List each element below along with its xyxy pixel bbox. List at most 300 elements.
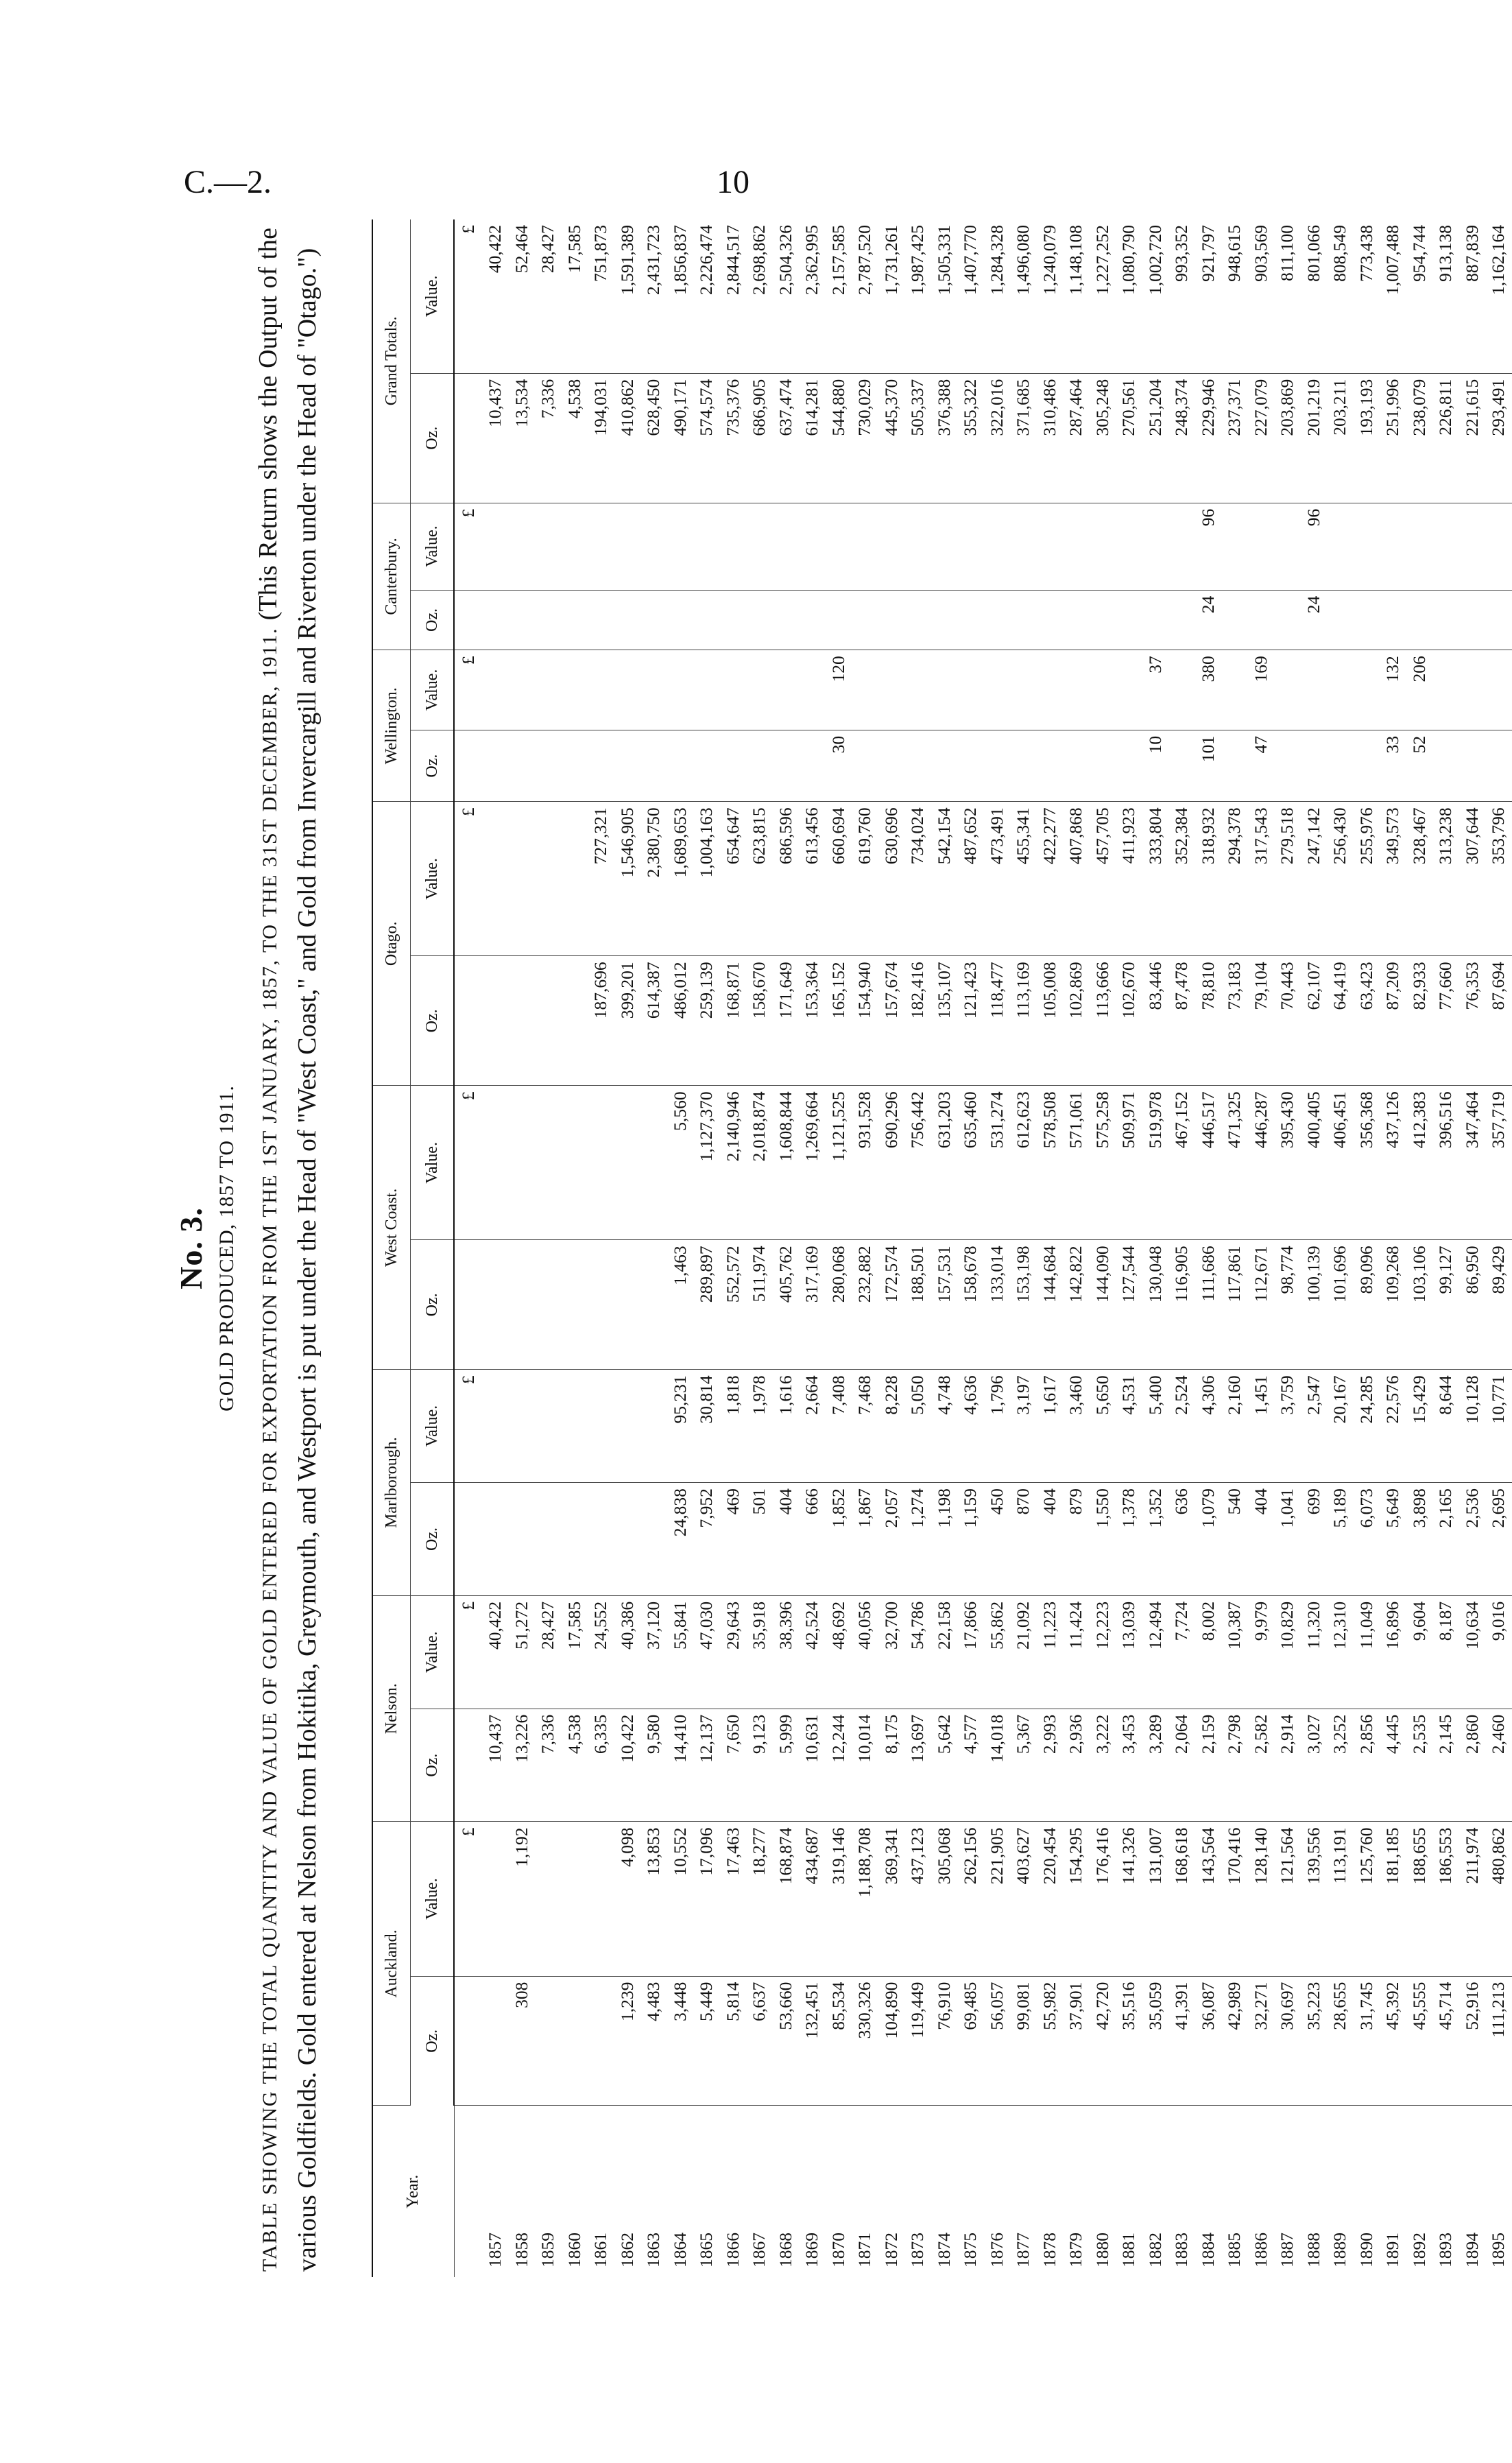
unit-header-row [411,219,455,2277]
oz-cell: 450 [984,1483,1011,1596]
oz-cell: 5,814 [720,1976,747,2106]
oz-cell: 404 [773,1483,800,1596]
value-cell [614,503,641,590]
oz-cell: 105,008 [1037,956,1064,1086]
year-cell: 1864 [669,2233,690,2268]
value-cell: 40,422 [482,219,509,373]
value-cell: 1,127,370 [693,1086,720,1240]
region-header: Canterbury. [372,503,411,650]
table-subtitle: GOLD PRODUCED, 1857 TO 1911. [215,1085,238,1412]
value-cell: 21,092 [1010,1595,1037,1709]
oz-cell [1432,590,1459,650]
value-cell: 10,771 [1485,1370,1512,1483]
value-cell: 28,427 [535,219,562,373]
value-cell [904,650,931,730]
value-cell: 169 [1248,650,1275,730]
oz-cell: 259,139 [693,956,720,1086]
oz-cell: 172,574 [878,1240,905,1370]
oz-cell: 445,370 [878,373,905,503]
table-row [562,219,588,2277]
value-cell: 2,226,474 [693,219,720,373]
value-cell [746,650,773,730]
value-cell [640,1086,667,1240]
year-cell: 1861 [590,2233,610,2268]
oz-cell: 12,244 [826,1709,852,1822]
oz-header: Oz. [411,373,455,503]
value-cell [562,503,588,590]
oz-cell [1406,590,1433,650]
oz-cell: 24 [1195,590,1222,650]
value-cell: 446,517 [1195,1086,1222,1240]
oz-cell: 4,483 [640,1976,667,2106]
oz-cell [1116,730,1142,802]
value-cell: 403,627 [1010,1822,1037,1976]
value-cell: 612,623 [1010,1086,1037,1240]
value-cell: 380 [1195,650,1222,730]
value-cell: 630,696 [878,802,905,956]
value-cell: 37,120 [640,1595,667,1709]
oz-cell: 8,175 [878,1709,905,1822]
oz-cell: 2,798 [1221,1709,1248,1822]
oz-cell [588,730,614,802]
oz-cell [1037,590,1064,650]
oz-cell: 142,822 [1063,1240,1090,1370]
year-cell: 1867 [749,2233,769,2268]
oz-cell [746,730,773,802]
value-cell: 575,258 [1090,1086,1116,1240]
value-cell: 1,856,837 [667,219,694,373]
oz-cell [1274,590,1301,650]
value-header: Value. [411,219,455,373]
oz-cell: 187,696 [588,956,614,1086]
page-number: 10 [717,164,749,200]
value-cell: 8,228 [878,1370,905,1483]
table-row [1432,219,1459,2277]
oz-cell [984,730,1011,802]
oz-cell: 87,209 [1380,956,1406,1086]
value-cell: 542,154 [931,802,958,956]
oz-cell: 35,516 [1116,1976,1142,2106]
value-cell: 446,287 [1248,1086,1275,1240]
value-cell: 623,815 [746,802,773,956]
oz-cell [535,1976,562,2106]
oz-cell: 63,423 [1354,956,1380,1086]
region-header: Nelson. [372,1595,411,1822]
oz-cell: 2,057 [878,1483,905,1596]
oz-cell: 666 [799,1483,826,1596]
value-cell: 352,384 [1168,802,1195,956]
oz-cell: 14,018 [984,1709,1011,1822]
value-cell [482,1822,509,1976]
value-cell: 1,496,080 [1010,219,1037,373]
value-cell: 353,796 [1485,802,1512,956]
year-cell: 1883 [1171,2233,1191,2268]
page-reference: C.—2. [184,164,272,200]
table-row [1195,219,1222,2277]
value-cell [878,503,905,590]
oz-cell: 469 [720,1483,747,1596]
value-cell: 16,896 [1380,1595,1406,1709]
currency-symbol: £ [454,1595,482,1709]
table-row [1142,219,1169,2277]
value-cell: 1,987,425 [904,219,931,373]
oz-cell [1142,590,1169,650]
table-row [1274,219,1301,2277]
oz-cell: 78,810 [1195,956,1222,1086]
year-cell: 1857 [485,2233,505,2268]
oz-cell [904,590,931,650]
oz-cell: 6,637 [746,1976,773,2106]
value-cell [588,650,614,730]
value-cell: 11,424 [1063,1595,1090,1709]
oz-cell [1221,590,1248,650]
oz-cell: 13,697 [904,1709,931,1822]
oz-cell: 201,219 [1301,373,1328,503]
value-cell: 4,306 [1195,1370,1222,1483]
oz-cell: 157,674 [878,956,905,1086]
oz-cell: 24,838 [667,1483,694,1596]
value-cell: 437,126 [1380,1086,1406,1240]
oz-cell [1090,590,1116,650]
oz-cell: 112,671 [1248,1240,1275,1370]
value-cell: 2,504,326 [773,219,800,373]
oz-cell: 2,159 [1195,1709,1222,1822]
value-cell: 17,866 [957,1595,984,1709]
value-cell: 686,596 [773,802,800,956]
value-cell: 509,971 [1116,1086,1142,1240]
currency-symbol: £ [454,503,482,590]
oz-header: Oz. [411,956,455,1086]
value-cell: 121,564 [1274,1822,1301,1976]
oz-cell [667,590,694,650]
value-cell: 168,618 [1168,1822,1195,1976]
oz-cell [1063,590,1090,650]
oz-cell: 1,852 [826,1483,852,1596]
value-cell: 5,650 [1090,1370,1116,1483]
oz-cell: 69,485 [957,1976,984,2106]
oz-cell: 168,871 [720,956,747,1086]
value-cell: 154,295 [1063,1822,1090,1976]
oz-cell: 79,104 [1248,956,1275,1086]
value-cell: 1,080,790 [1116,219,1142,373]
value-cell: 96 [1195,503,1222,590]
value-cell [614,1370,641,1483]
value-cell: 734,024 [904,802,931,956]
oz-cell [720,590,747,650]
oz-cell: 735,376 [720,373,747,503]
value-cell: 2,664 [799,1370,826,1483]
oz-cell [1432,730,1459,802]
value-cell [562,1086,588,1240]
value-cell [826,503,852,590]
table-row [1459,219,1486,2277]
value-cell: 15,429 [1406,1370,1433,1483]
oz-cell: 153,364 [799,956,826,1086]
value-cell: 487,652 [957,802,984,956]
oz-cell: 699 [1301,1483,1328,1596]
value-cell: 954,744 [1406,219,1433,373]
value-cell: 10,387 [1221,1595,1248,1709]
oz-cell: 154,940 [852,956,878,1086]
table-row [1168,219,1195,2277]
oz-cell: 70,443 [1274,956,1301,1086]
oz-cell: 87,478 [1168,956,1195,1086]
oz-cell [1327,730,1354,802]
value-cell [562,802,588,956]
region-header: Wellington. [372,650,411,802]
oz-cell: 5,449 [693,1976,720,2106]
oz-cell: 182,416 [904,956,931,1086]
table-row [482,219,509,2277]
oz-cell [562,1483,588,1596]
oz-cell: 30,697 [1274,1976,1301,2106]
oz-cell [1485,590,1512,650]
value-cell: 11,223 [1037,1595,1064,1709]
table-row [1327,219,1354,2277]
value-cell: 1,192 [509,1822,536,1976]
value-cell: 347,464 [1459,1086,1486,1240]
value-cell: 55,862 [984,1595,1011,1709]
value-cell: 2,524 [1168,1370,1195,1483]
value-cell: 256,430 [1327,802,1354,956]
value-cell [1406,503,1433,590]
oz-cell: 111,213 [1485,1976,1512,2106]
value-cell: 727,321 [588,802,614,956]
oz-cell: 310,486 [1037,373,1064,503]
table-row [667,219,694,2277]
oz-cell [535,590,562,650]
value-cell: 125,760 [1354,1822,1380,1976]
oz-cell [878,730,905,802]
value-cell: 357,719 [1485,1086,1512,1240]
oz-cell: 203,211 [1327,373,1354,503]
year-cell: 1893 [1435,2233,1455,2268]
value-cell: 1,818 [720,1370,747,1483]
oz-cell: 5,189 [1327,1483,1354,1596]
value-cell: 96 [1301,503,1328,590]
value-cell [1090,503,1116,590]
value-cell: 17,585 [562,219,588,373]
oz-cell: 280,068 [826,1240,852,1370]
value-cell: 37 [1142,650,1169,730]
value-cell: 1,689,653 [667,802,694,956]
value-cell: 319,146 [826,1822,852,1976]
oz-cell: 2,695 [1485,1483,1512,1596]
oz-cell: 73,183 [1221,956,1248,1086]
year-cell: 1863 [643,2233,663,2268]
value-cell [1432,650,1459,730]
value-cell [693,650,720,730]
oz-cell [1063,730,1090,802]
value-cell: 3,759 [1274,1370,1301,1483]
oz-cell: 85,534 [826,1976,852,2106]
value-cell [535,1370,562,1483]
value-cell: 12,494 [1142,1595,1169,1709]
oz-cell [693,730,720,802]
oz-cell: 118,477 [984,956,1011,1086]
oz-cell: 3,898 [1406,1483,1433,1596]
value-cell [1010,650,1037,730]
table-row [826,219,852,2277]
value-cell [720,503,747,590]
value-cell [562,1822,588,1976]
value-cell [1221,503,1248,590]
value-cell: 1,451 [1248,1370,1275,1483]
oz-cell: 132,451 [799,1976,826,2106]
oz-cell: 237,371 [1221,373,1248,503]
value-cell [509,1086,536,1240]
oz-cell: 686,905 [746,373,773,503]
oz-cell: 98,774 [1274,1240,1301,1370]
value-cell [535,1086,562,1240]
oz-cell: 614,281 [799,373,826,503]
value-cell [852,650,878,730]
value-cell: 406,451 [1327,1086,1354,1240]
year-cell: 1878 [1039,2233,1059,2268]
oz-cell [640,730,667,802]
table-row [535,219,562,2277]
oz-cell: 119,449 [904,1976,931,2106]
oz-header: Oz. [411,1240,455,1370]
value-cell: 921,797 [1195,219,1222,373]
value-cell: 578,508 [1037,1086,1064,1240]
oz-cell: 330,326 [852,1976,878,2106]
region-header: Otago. [372,802,411,1086]
table-row [1485,219,1512,2277]
value-cell: 131,007 [1142,1822,1169,1976]
oz-cell: 540 [1221,1483,1248,1596]
year-cell: 1891 [1382,2233,1402,2268]
value-cell: 2,547 [1301,1370,1328,1483]
oz-cell [1221,730,1248,802]
oz-cell: 628,450 [640,373,667,503]
oz-cell [1485,730,1512,802]
oz-cell [878,590,905,650]
oz-cell [562,956,588,1086]
oz-header: Oz. [411,590,455,650]
oz-cell: 2,582 [1248,1709,1275,1822]
oz-cell: 101,696 [1327,1240,1354,1370]
value-cell: 181,185 [1380,1822,1406,1976]
table-number: No. 3. [173,1207,208,1289]
oz-cell: 89,429 [1485,1240,1512,1370]
value-cell [1459,650,1486,730]
oz-cell: 101 [1195,730,1222,802]
table-row [852,219,878,2277]
oz-cell: 117,861 [1221,1240,1248,1370]
year-cell: 1879 [1066,2233,1085,2268]
value-cell: 9,979 [1248,1595,1275,1709]
oz-cell [799,730,826,802]
value-cell: 168,874 [773,1822,800,1976]
value-cell [1485,650,1512,730]
value-cell [667,503,694,590]
oz-cell: 2,535 [1406,1709,1433,1822]
oz-header: Oz. [411,1976,455,2106]
year-cell: 1872 [880,2233,901,2268]
year-cell: 1881 [1118,2233,1138,2268]
oz-cell: 56,057 [984,1976,1011,2106]
gold-table [372,219,1512,2277]
oz-cell: 574,574 [693,373,720,503]
value-cell [1327,650,1354,730]
oz-cell: 355,322 [957,373,984,503]
oz-cell: 371,685 [1010,373,1037,503]
value-cell: 411,923 [1116,802,1142,956]
caption-note: (This Return shows the Output of the various Goldfields. Gold entered at Nelson from Hokitika, Greymouth, and Westport is put under the Head of "West Coast," and Gold from Invercargill and Riverton under the Head of "Otago.") [254,227,322,2272]
table-row [773,219,800,2277]
value-cell [588,503,614,590]
oz-cell [1354,730,1380,802]
table-row [1037,219,1064,2277]
value-cell: 42,524 [799,1595,826,1709]
value-cell: 13,039 [1116,1595,1142,1709]
value-cell: 1,007,488 [1380,219,1406,373]
value-cell [1063,650,1090,730]
oz-cell: 636 [1168,1483,1195,1596]
value-cell: 471,325 [1221,1086,1248,1240]
value-cell: 11,320 [1301,1595,1328,1709]
value-cell [1063,503,1090,590]
year-cell: 1868 [775,2233,795,2268]
value-cell: 631,203 [931,1086,958,1240]
oz-cell [852,590,878,650]
oz-cell: 248,374 [1168,373,1195,503]
oz-cell: 99,127 [1432,1240,1459,1370]
oz-cell: 505,337 [904,373,931,503]
oz-cell [1459,730,1486,802]
oz-cell [667,730,694,802]
oz-cell: 2,165 [1432,1483,1459,1596]
value-header: Value. [411,503,455,590]
oz-cell: 135,107 [931,956,958,1086]
value-cell: 1,505,331 [931,219,958,373]
oz-cell: 251,996 [1380,373,1406,503]
value-cell: 811,100 [1274,219,1301,373]
value-cell: 5,560 [667,1086,694,1240]
value-cell: 294,378 [1221,802,1248,956]
value-cell: 8,187 [1432,1595,1459,1709]
oz-cell: 30 [826,730,852,802]
value-cell: 4,636 [957,1370,984,1483]
value-cell [1274,503,1301,590]
oz-header: Oz. [411,730,455,802]
value-header: Value. [411,1822,455,1976]
value-cell [614,650,641,730]
year-cell: 1880 [1092,2233,1112,2268]
oz-cell: 7,650 [720,1709,747,1822]
table-row [720,219,747,2277]
oz-cell [509,1483,536,1596]
value-cell: 1,240,079 [1037,219,1064,373]
oz-cell [482,730,509,802]
oz-cell [1459,590,1486,650]
oz-cell: 1,198 [931,1483,958,1596]
oz-cell [1116,590,1142,650]
value-cell: 54,786 [904,1595,931,1709]
value-cell: 132 [1380,650,1406,730]
oz-cell [482,956,509,1086]
value-cell [957,503,984,590]
value-cell: 1,188,708 [852,1822,878,1976]
year-cell: 1876 [986,2233,1007,2268]
oz-cell [535,1483,562,1596]
oz-cell: 308 [509,1976,536,2106]
oz-cell: 62,107 [1301,956,1328,1086]
oz-cell: 1,159 [957,1483,984,1596]
value-cell [1221,650,1248,730]
year-cell: 1858 [511,2233,531,2268]
